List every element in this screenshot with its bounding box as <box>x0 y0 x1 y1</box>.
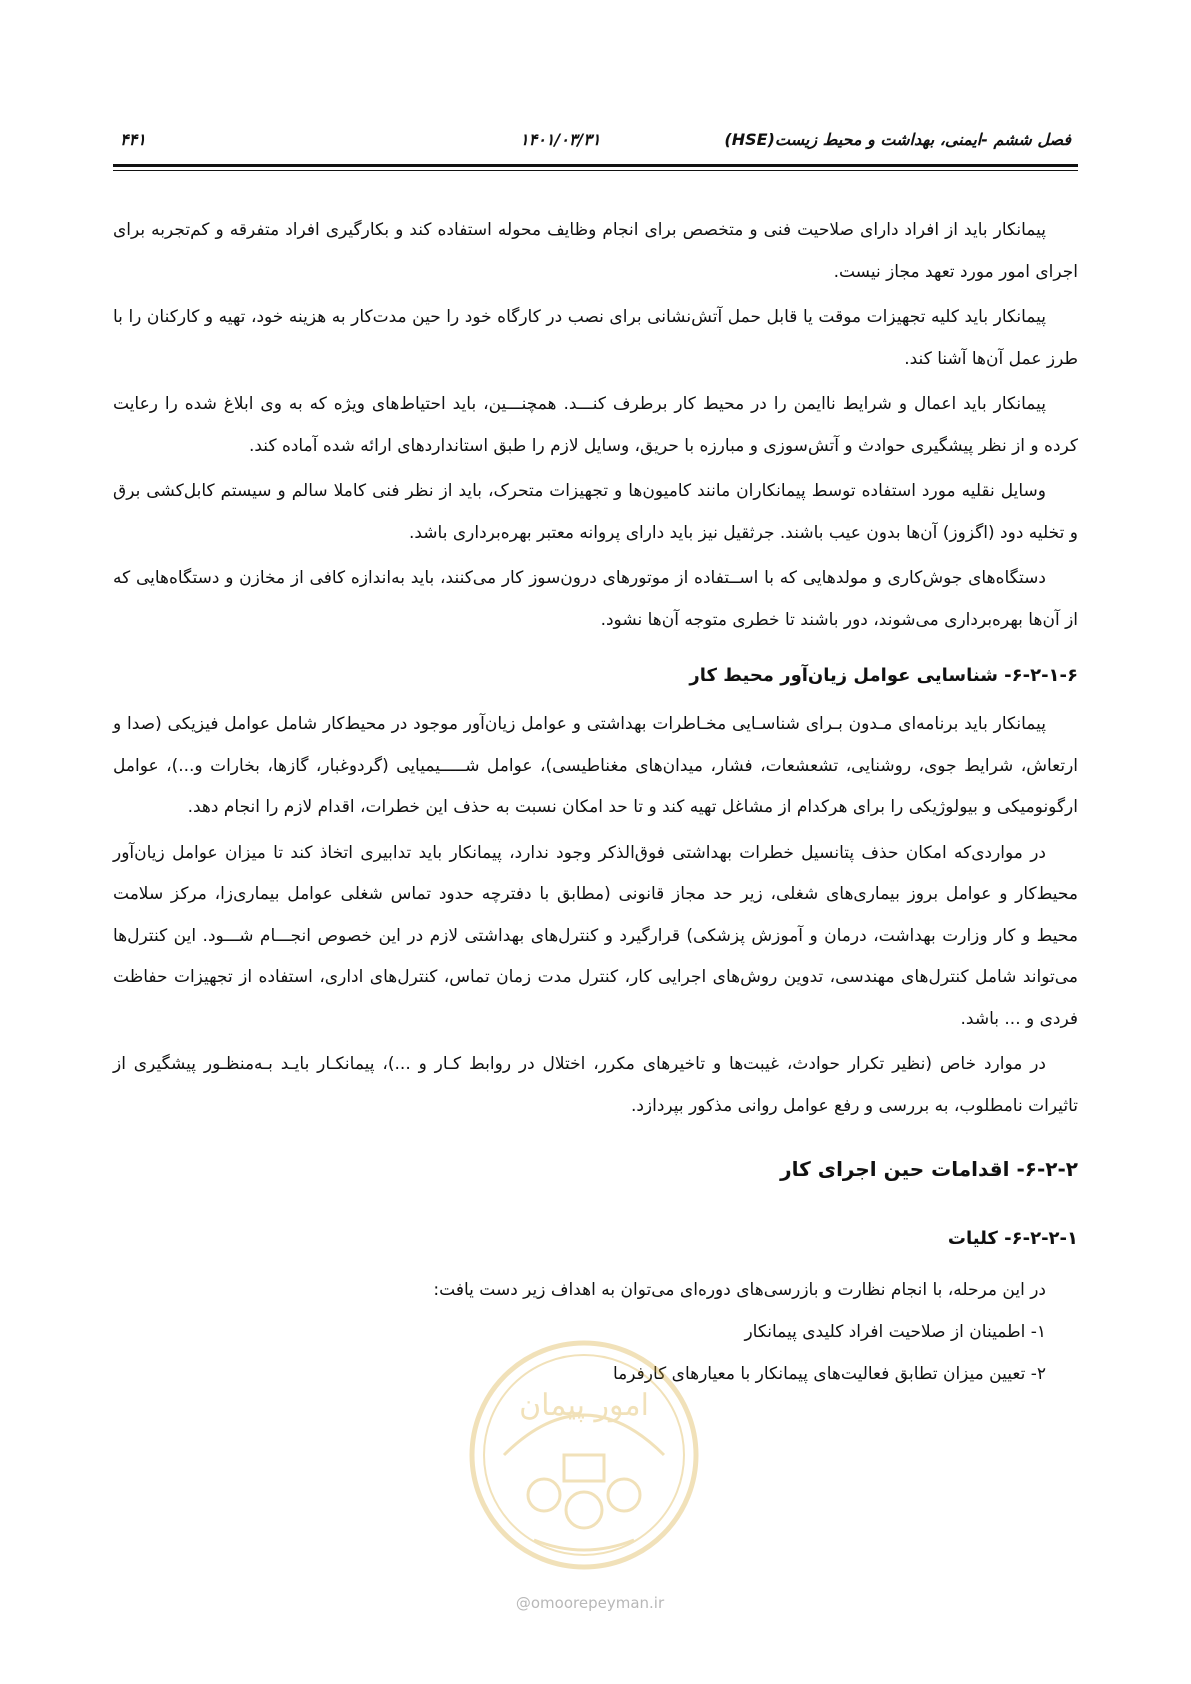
header-rule-thick <box>113 164 1078 167</box>
watermark-text: امور پیمان <box>519 1388 649 1423</box>
section-heading-6-2-2: ۶-۲-۲- اقدامات حین اجرای کار <box>780 1157 1078 1181</box>
paragraph: وسایل نقلیه مورد استفاده توسط پیمانکاران مانند کامیون‌ها و تجهیزات متحرک، باید از نظر فنی کاملا سالم و سیستم کابل‌کشی برق و تخلیه دود (اگزوز) آن‌ها بدون عیب باشند. جرثقیل نیز باید دارای پروانه معتبر بهره‌برداری باشد. <box>113 481 1078 543</box>
paragraph: پیمانکار باید از افراد دارای صلاحیت فنی و متخصص برای انجام وظایف محوله استفاده کند و بکارگیری افراد متفرقه و کم‌تجربه برای اجرای امور مورد تعهد مجاز نیست. <box>113 220 1078 282</box>
paragraph: پیمانکار باید کلیه تجهیزات موقت یا قابل حمل آتش‌نشانی برای نصب در کارگاه خود را حین مدت‌کار به هزینه خود، تهیه و کارکنان را با طرز عمل آن‌ها آشنا کند. <box>113 307 1078 369</box>
list-item: ۲- تعیین میزان تطابق فعالیت‌های پیمانکار با معیارهای کارفرما <box>612 1364 1046 1384</box>
paragraph: پیمانکار باید برنامه‌ای مـدون بـرای شناسـایی مخـاطرات بهداشتی و عوامل زیان‌آور موجود در محیط‌کار شامل عوامل فیزیکی (صدا و ارتعاش، شرایط جوی، روشنایی، تشعشعات، فشار، میدان‌های مغناطیسی)، عوامل شـــــیمیایی (گردوغبار، گازها، بخارات و...)، عوامل ارگونومیکی و بیولوژیکی را برای هرکدام از مشاغل تهیه کند و تا حد امکان نسبت به حذف این خطرات، اقدام لازم را انجام دهد. <box>113 714 1078 817</box>
list-item: ۱- اطمینان از صلاحیت افراد کلیدی پیمانکار <box>744 1322 1046 1342</box>
watermark-seal-icon <box>464 1335 704 1575</box>
section-heading-6-2-1-6: ۶-۲-۱-۶- شناسایی عوامل زیان‌آور محیط کار <box>689 665 1078 686</box>
paragraph: دستگاه‌های جوش‌کاری و مولدهایی که با اســتفاده از موتورهای درون‌سوز کار می‌کنند، باید به‌اندازه کافی از مخازن و دستگاه‌هایی که از آن‌ها بهره‌برداری می‌شوند، دور باشند تا خطری متوجه آن‌ها نشود. <box>113 568 1078 630</box>
header-rule-thin <box>113 170 1078 171</box>
section-heading-6-2-2-1: ۶-۲-۲-۱- کلیات <box>947 1228 1078 1249</box>
paragraph: در مواردی‌که امکان حذف پتانسیل خطرات بهداشتی فوق‌الذکر وجود ندارد، پیمانکار باید تدابیری اتخاذ کند تا میزان عوامل زیان‌آور محیط‌کار و عوامل بروز بیماری‌های شغلی، زیر حد مجاز قانونی (مطابق با دفترچه حدود تماس شغلی عوامل بیماری‌زا، مرکز سلامت محیط و کار وزارت بهداشت، درمان و آموزش پزشکی) قرارگیرد و کنترل‌های بهداشتی لازم در این خصوص انجـــام شـــود. این کنترل‌ها می‌تواند شامل کنترل‌های مهندسی، تدوین روش‌های اجرایی کار، کنترل مدت زمان تماس، کنترل‌های اداری، استفاده از تجهیزات حفاظت فردی و ... باشد. <box>113 842 1078 1029</box>
watermark-site: @omoorepeyman.ir <box>515 1594 665 1612</box>
header-date: ۱۴۰۱/۰۳/۳۱ <box>520 130 601 149</box>
chapter-title: فصل ششم -ایمنی، بهداشت و محیط زیست(HSE) <box>724 130 1071 149</box>
list-intro: در این مرحله، با انجام نظارت و بازرسی‌های دوره‌ای می‌توان به اهداف زیر دست یافت: <box>433 1280 1046 1300</box>
page-number: ۴۴۱ <box>120 130 146 149</box>
paragraph: در موارد خاص (نظیر تکرار حوادث، غیبت‌ها و تاخیرهای مکرر، اختلال در روابط کـار و ...)، پیمانکـار بایـد بـه‌منظـور پیشگیری از تاثیرات نامطلوب، به بررسی و رفع عوامل روانی مذکور بپردازد. <box>113 1054 1078 1116</box>
page-body <box>113 210 1078 1395</box>
paragraph: پیمانکار باید اعمال و شرایط ناایمن را در محیط کار برطرف کنـــد. همچنـــین، باید احتیاط‌های ویژه که به وی ابلاغ شده را رعایت کرده و از نظر پیشگیری حوادث و آتش‌سوزی و مبارزه با حریق، وسایل لازم را طبق استانداردهای ارائه شده آماده کند. <box>113 394 1078 456</box>
